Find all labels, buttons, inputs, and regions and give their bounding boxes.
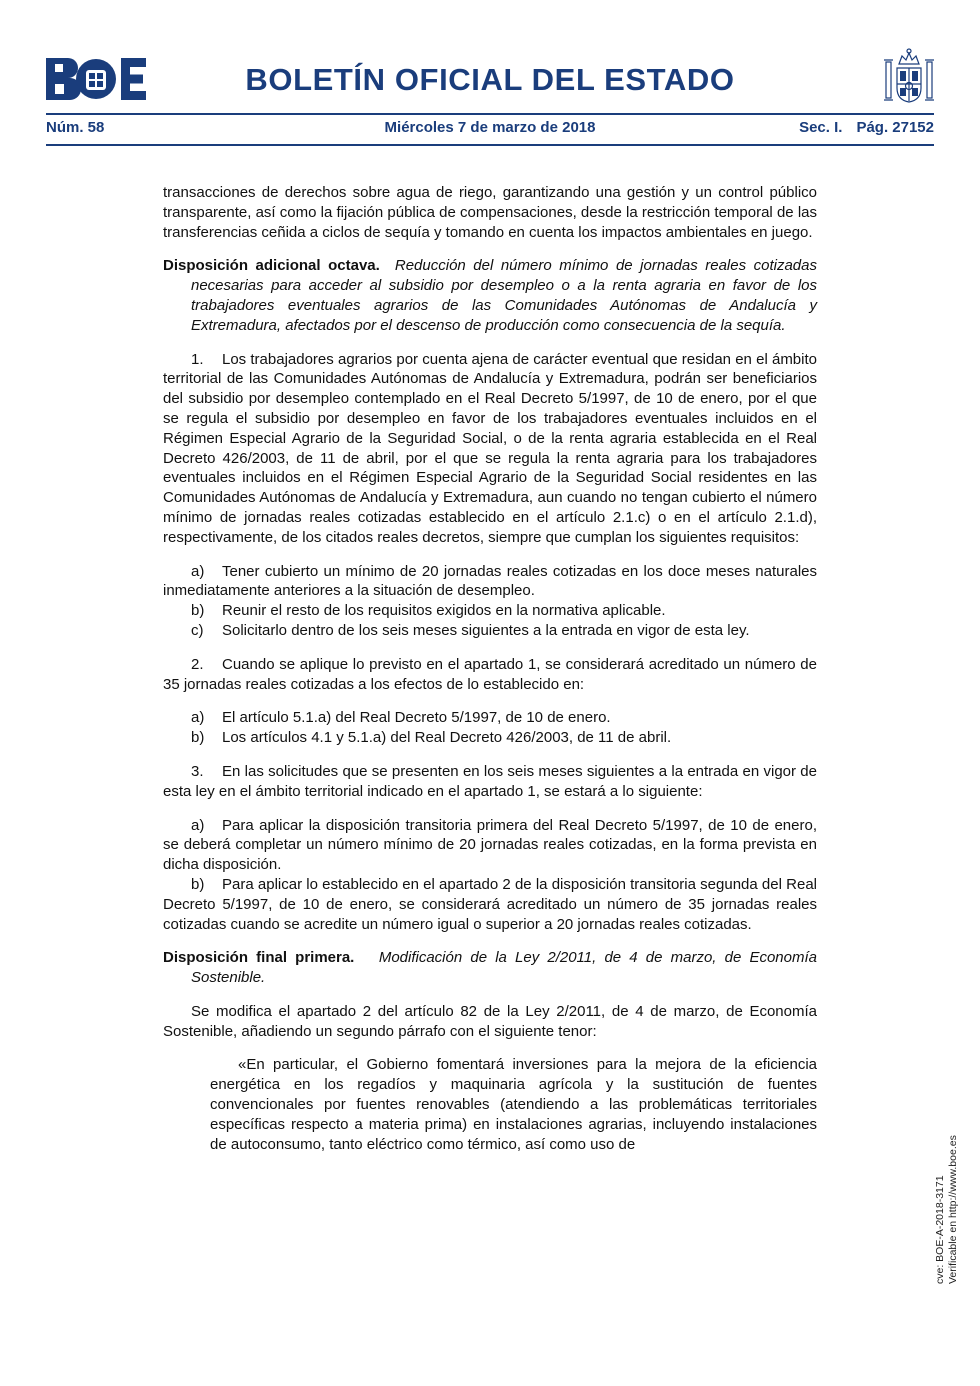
item-letter: c) xyxy=(191,621,204,639)
item-text: Para aplicar lo establecido en el apartado 2 de la disposición transitoria segunda del Real Decreto 5/1997, de 10 de enero, se considerará acreditado un número de 35 jornadas reales cotizadas cuando se acredite un número igual o superior a 20 jornadas reales cotizadas. xyxy=(163,875,817,933)
item-text: Solicitarlo dentro de los seis meses siguientes a la entrada en vigor de esta ley. xyxy=(222,621,750,639)
heading-label: Disposición final primera. xyxy=(163,949,355,967)
issue-number: Núm. 58 xyxy=(46,119,105,136)
page-number: Pág. 27152 xyxy=(856,119,934,136)
verification-url: Verificable en http://www.boe.es xyxy=(947,1135,959,1284)
item-letter: b) xyxy=(191,875,205,893)
item-text: Para aplicar la disposición transitoria primera del Real Decreto 5/1997, de 10 de enero, se deberá completar un número mínimo de 20 jornadas reales cotizadas, en la forma prevista en dicha disposición. xyxy=(163,816,817,874)
section-text: En las solicitudes que se presenten en los seis meses siguientes a la entrada en vigor de esta ley en el ámbito territorial indicado en el apartado 1, se estará a lo siguiente: xyxy=(163,762,817,800)
heading-disposicion-final-primera xyxy=(163,948,817,988)
item-3b xyxy=(163,875,817,934)
item-letter: a) xyxy=(191,562,205,580)
section-3 xyxy=(163,762,817,802)
section-label: Sec. I. xyxy=(799,119,843,136)
item-text: Tener cubierto un mínimo de 20 jornadas reales cotizadas en los doce meses naturales inmediatamente anteriores a la situación de desempleo. xyxy=(163,562,817,600)
item-letter: b) xyxy=(191,602,205,620)
section-number: 3. xyxy=(191,762,204,780)
header-rule-bottom xyxy=(46,144,934,146)
item-2a xyxy=(163,708,817,728)
section-page xyxy=(799,119,934,136)
gazette-title: BOLETÍN OFICIAL DEL ESTADO xyxy=(245,62,735,97)
section-text: Cuando se aplique lo previsto en el apartado 1, se considerará acreditado un número de 35 jornadas reales cotizadas a los efectos de lo establecido en: xyxy=(163,655,817,693)
section-number: 1. xyxy=(191,350,204,368)
issue-date: Miércoles 7 de marzo de 2018 xyxy=(384,119,596,136)
document-body xyxy=(163,183,817,1154)
section-number: 2. xyxy=(191,655,204,673)
item-letter: a) xyxy=(191,709,205,727)
item-2b xyxy=(163,728,817,748)
coat-of-arms-icon xyxy=(882,48,936,106)
heading-disposicion-adicional-octava xyxy=(163,256,817,335)
item-letter: a) xyxy=(191,816,205,834)
item-text: El artículo 5.1.a) del Real Decreto 5/1997, de 10 de enero. xyxy=(222,709,611,727)
section-text: Los trabajadores agrarios por cuenta ajena de carácter eventual que residan en el ámbito territorial de las Comunidades Autónomas de Andalucía y Extremadura, podrán ser beneficiarios del subsidio por desempleo contemplado en el Real Decreto 5/1997, de 10 de enero, por el que se regula el subsidio por desempleo en favor de los trabajadores eventuales incluidos en el Régimen Especial Agrario de la Seguridad Social, o de la renta agraria establecida en el Real Decreto 426/2003, de 11 de abril, por el que se regula la renta agraria para los trabajadores eventuales incluidos en el Régimen Especial Agrario de la Seguridad Social residentes en las Comunidades Autónomas de Andalucía y Extremadura, aun cuando no tengan cubierto el número mínimo de jornadas reales cotizadas establecido en el artículo 2.1.c) o en el artículo 2.1.d), respectivamente, de los citados reales decretos, siempre que cumplan los siguientes requisitos: xyxy=(163,350,817,546)
item-3a xyxy=(163,816,817,875)
item-text: Los artículos 4.1 y 5.1.a) del Real Decreto 426/2003, de 11 de abril. xyxy=(222,729,672,747)
quoted-text: «En particular, el Gobierno fomentará inversiones para la mejora de la eficiencia energética en los regadíos y maquinaria agrícola y la sustitución de fuentes convencionales por fuentes renovables (atendiendo a las problemáticas territoriales específicas respecto a materia prima) en instalaciones agrarias, incluyendo instalaciones de autoconsumo, tanto eléctrico como térmico, así como uso de xyxy=(210,1056,817,1153)
section-1 xyxy=(163,350,817,548)
item-text: Reunir el resto de los requisitos exigidos en la normativa aplicable. xyxy=(222,602,666,620)
paragraph-continuation: transacciones de derechos sobre agua de riego, garantizando una gestión y un control público transparente, así como la fijación pública de compensaciones, desde la restricción temporal de las transferencias ceñida a ciclos de sequía y tomando en cuenta los impactos ambientales en juego. xyxy=(163,184,817,241)
item-1a xyxy=(163,562,817,602)
section-2 xyxy=(163,655,817,695)
paragraph-modification: Se modifica el apartado 2 del artículo 82 de la Ley 2/2011, de 4 de marzo, de Economía Sostenible, añadiendo un segundo párrafo con el siguiente tenor: xyxy=(163,1002,817,1040)
item-letter: b) xyxy=(191,729,205,747)
item-1b xyxy=(163,601,817,621)
verification-note xyxy=(934,1135,960,1284)
coat-of-arms xyxy=(882,48,936,111)
heading-label: Disposición adicional octava. xyxy=(163,257,380,275)
cve-code: cve: BOE-A-2018-3171 xyxy=(934,1175,946,1284)
header-rule-top xyxy=(46,113,934,115)
heading-title: Reducción del número mínimo de jornadas reales cotizadas necesarias para acceder al subsidio por desempleo o a la renta agraria en favor de los trabajadores eventuales agrarios de las Comunidades Autónomas de Andalucía y Extremadura, afectados por el descenso de producción como consecuencia de la sequía. xyxy=(191,257,817,334)
item-1c xyxy=(163,621,817,641)
heading-title: Modificación de la Ley 2/2011, de 4 de marzo, de Economía Sostenible. xyxy=(191,949,817,987)
